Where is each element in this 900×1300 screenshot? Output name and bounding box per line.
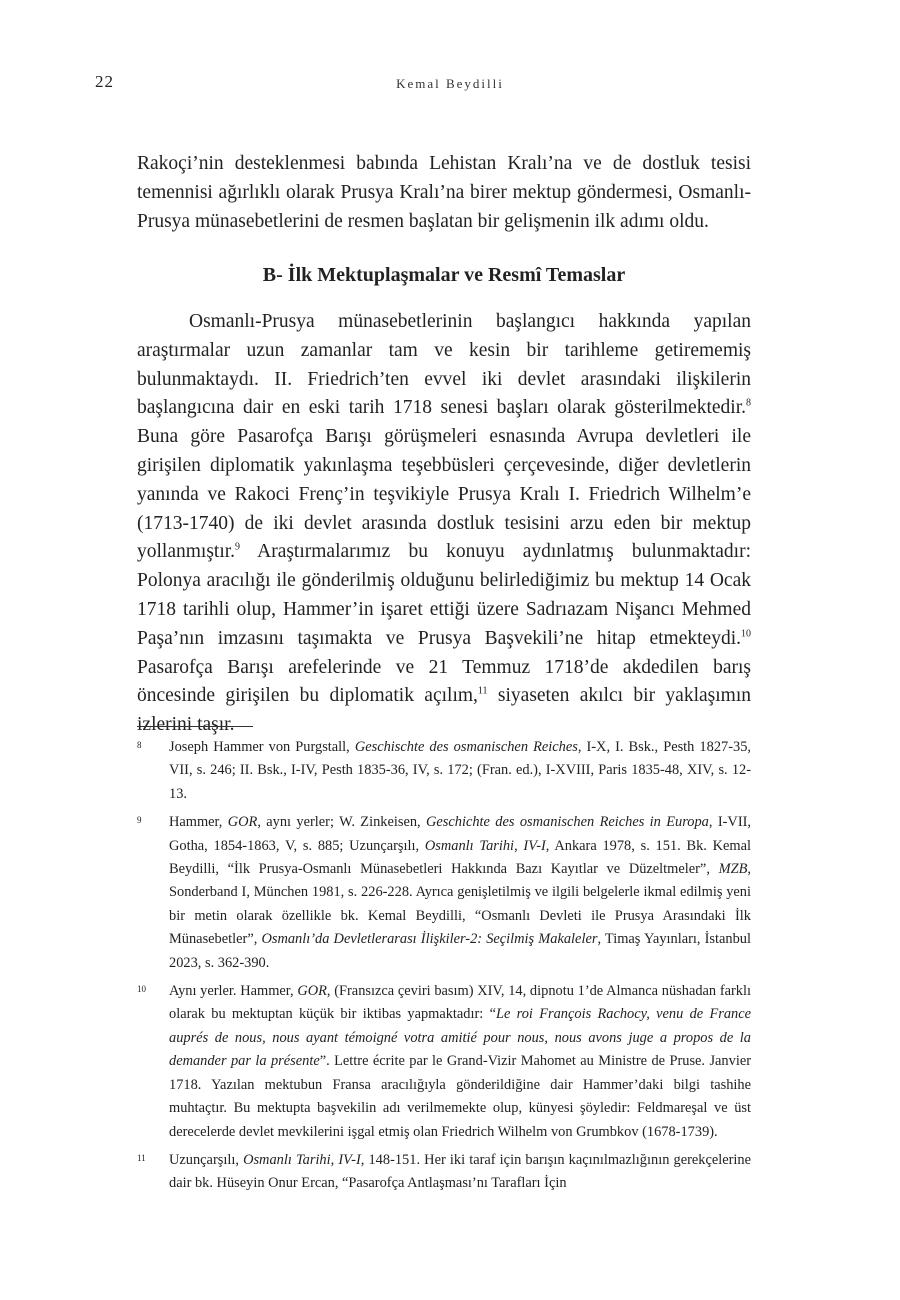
text-segment: Pasarofça Barışı arefelerinde ve 21 Temmuz 1718’de akdedilen barış öncesinde girişilen bu diplomatik açılım, (137, 656, 751, 707)
text-segment: Buna göre Pasarofça Barışı görüşmeleri esnasında Avrupa devletleri ile girişilen diplomatik yakınlaşma teşebbüsleri çerçevesinde, diğer devletlerin yanında ve Rakoci Frenç’in teşvikiyle Prusya Kralı I. Friedrich Wilhelm’e (1713-1740) de iki devlet arasında dostluk tesisini arzu eden bir mektup yollanmıştır. (137, 426, 751, 563)
footnote-text: , (514, 837, 524, 854)
footnote-title: Geschichte des osmanischen Reiches in Europa (426, 814, 709, 831)
footnote-text: , I-VII, Gotha, 1854-1863, V, s. 885; Uzunçarşılı, (169, 814, 751, 854)
footnote-title: Osmanlı’da Devletlerarası İlişkiler-2: Seçilmiş Makaleler (261, 931, 598, 948)
footnote-divider (137, 726, 253, 727)
footnote-title: Geschischte des osmanischen Reiches (354, 739, 578, 755)
footnote-quote: Le roi François Rachocy, venu de France auprés de nous, nous ayant témoigné votra amitié pour nous, nous avons juge a propos de la demander par la présente (169, 1006, 751, 1070)
intro-paragraph-block (137, 150, 751, 236)
footnote-text: , Timaş Yayınları, İstanbul 2023, s. 362-390. (169, 931, 751, 971)
text-segment: Araştırmalarımız bu konuyu aydınlatmış bulunmaktadır: Polonya aracılığı ile gönderilmiş olduğunu belirlediğimiz bu mektup 14 Ocak 1718 tarihli olup, Hammer’in işaret ettiği üzere Sadrıazam Nişancı Mehmed Paşa’nın imzasını taşımakta ve Prusya Başvekili’ne hitap etmekteydi. (137, 541, 751, 649)
text-segment: siyaseten akılcı bir yaklaşımın izlerini taşır. (137, 685, 751, 736)
footnote-title: GOR (297, 983, 327, 1000)
footnote-title: GOR (227, 814, 258, 831)
intro-paragraph: Rakoçi’nin desteklenmesi babında Lehistan Kralı’na ve de dostluk tesisi temennisi ağırlıklı olarak Prusya Kralı’na birer mektup göndermesi, Osmanlı-Prusya münasebetlerini de resmen başlatan bir gelişmenin ilk adımı oldu. (137, 153, 751, 232)
footnote-text: Uzunçarşılı, (169, 1151, 244, 1168)
main-paragraph-block (137, 308, 751, 740)
footnote-title: IV-I, (338, 1151, 365, 1168)
main-paragraph (137, 308, 751, 740)
footnote-text: , Ankara 1978, s. 151. Bk. Kemal Beydilli, “İlk Prusya-Osmanlı Münasebetleri Hakkında Bazı Kayıtlar ve Düzeltmeler”, (169, 837, 752, 878)
footnote-text: Aynı yerler. Hammer, (169, 983, 298, 1000)
footnote-text: , aynı yerler; W. Zinkeisen, (257, 814, 427, 831)
footnote-title: Osmanlı Tarihi (243, 1151, 331, 1168)
footnotes (137, 736, 751, 1201)
footnote-text: , (330, 1151, 339, 1168)
footnote-text: Hammer, (169, 814, 228, 831)
footnote-number: 9 (137, 815, 142, 826)
text-segment: Osmanlı-Prusya münasebetlerinin başlangıcı hakkında yapılan araştırmalar uzun zamanlar tam ve kesin bir tarihleme getirememiş bulunmaktaydı. II. Friedrich’ten evvel iki devlet arasındaki ilişkilerin başlangıcına dair en eski tarih 1718 senesi başları olarak gösterilmektedir. (137, 311, 751, 419)
footnote-title: Osmanlı Tarihi (424, 837, 515, 854)
footnote-number: 8 (137, 740, 142, 750)
footnote-ref-11[interactable]: 11 (477, 685, 488, 697)
footnote-11 (137, 1149, 751, 1196)
section-heading: B- İlk Mektuplaşmalar ve Resmî Temaslar (262, 264, 626, 286)
footnote-text: 148-151. Her iki taraf için barışın kaçınılmazlığının gerekçelerine dair bk. Hüseyin Onur Ercan, “Pasarofça Antlaşması’nı Tarafları İçin (169, 1151, 752, 1192)
footnote-ref-8[interactable]: 8 (746, 397, 751, 409)
footnote-text: , (Fransızca çeviri basım) XIV, 14, dipnotu 1’de Almanca nüshadan farklı olarak bu mektuptan küçük bir iktibas yapmaktadır: “ (169, 983, 751, 1023)
footnote-number: 10 (137, 984, 146, 995)
footnote-ref-9[interactable]: 9 (235, 541, 241, 553)
footnote-text: , Sonderband I, München 1981, s. 226-228. Ayrıca genişletilmiş ve ilgili belgelerle ikmal edilmiş yeni bir metin olarak özellikle bk. Kemal Beydilli, “Osmanlı Devleti ile Prusya Arasındaki İlk Münasebetler”, (169, 861, 751, 948)
footnote-ref-10[interactable]: 10 (741, 628, 751, 640)
footnote-10 (137, 980, 751, 1144)
footnote-number: 11 (137, 1152, 146, 1163)
footnote-text: ”. Lettre écrite par le Grand-Vizir Mahomet au Ministre de Pruse. Janvier 1718. Yazılan mektubun Fransa aracılığıyla gönderildiğine dair Hammer’daki bilgi tashihe muhtaçtır. Bu mektupta başvekilin adı verilmemekte olup, künyesi şöyledir: Feldmareşal ve üst derecelerde devlet mevkilerini işgal etmiş olan Friedrich Wilhelm von Grumbkov (1678-1739). (169, 1053, 752, 1140)
footnote-title: IV-I (523, 837, 546, 854)
page-number: 22 (95, 72, 114, 91)
running-head: Kemal Beydilli (396, 76, 504, 91)
footnote-title: MZB (718, 861, 748, 878)
footnote-9 (137, 811, 751, 975)
footnote-8 (137, 736, 751, 806)
footnote-text: Joseph Hammer von Purgstall, (169, 739, 355, 755)
footnote-text: , I-X, I. Bsk., Pesth 1827-35, VII, s. 246; II. Bsk., I-IV, Pesth 1835-36, IV, s. 172; (Fran. ed.), I-XVIII, Paris 1835-48, XIV, s. 12-13. (169, 739, 751, 802)
